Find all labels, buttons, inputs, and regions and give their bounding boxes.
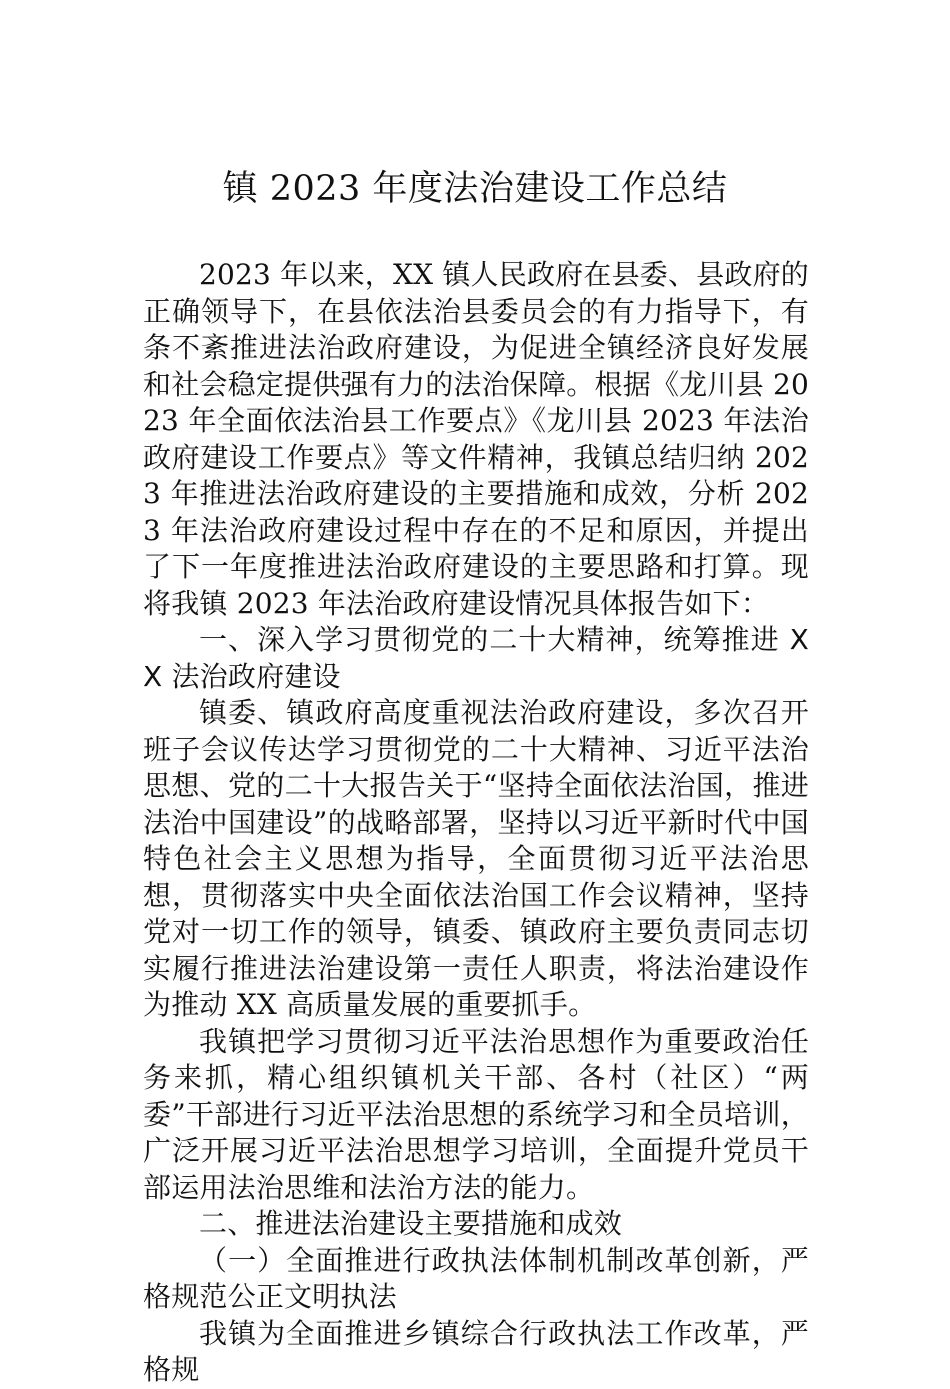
paragraph-section2-1: 我镇为全面推进乡镇综合行政执法工作改革，严格规 [143,1316,809,1386]
document-body [143,257,809,1389]
section-heading-2: 二、推进法治建设主要措施和成效 [199,1207,623,1240]
subsection-heading-2-1: （一）全面推进行政执法体制机制改革创新，严格规范公正文明执法 [143,1243,809,1313]
section-heading-1: 一、深入学习贯彻党的二十大精神，统筹推进 XX 法治政府建设 [143,623,809,693]
document-title: 镇 2023 年度法治建设工作总结 [222,169,728,209]
paragraph-section1-a: 镇委、镇政府高度重视法治政府建设，多次召开班子会议传达学习贯彻党的二十大精神、习近平法治思想、党的二十大报告关于“坚持全面依法治国，推进法治中国建设”的战略部署，坚持以习近平新时代中国特色社会主义思想为指导，全面贯彻习近平法治思想，贯彻落实中央全面依法治国工作会议精神，坚持党对一切工作的领导，镇委、镇政府主要负责同志切实履行推进法治建设第一责任人职责，将法治建设作为推动 XX 高质量发展的重要抓手。 [143,696,809,1021]
paragraph-intro: 2023 年以来，XX 镇人民政府在县委、县政府的正确领导下，在县依法治县委员会的有力指导下，有条不紊推进法治政府建设，为促进全镇经济良好发展和社会稳定提供强有力的法治保障。根据《龙川县 2023 年全面依法治县工作要点》《龙川县 2023 年法治政府建设工作要点》等文件精神，我镇总结归纳 2023 年推进法治政府建设的主要措施和成效，分析 2023 年法治政府建设过程中存在的不足和原因，并提出了下一年度推进法治政府建设的主要思路和打算。现将我镇 2023 年法治政府建设情况具体报告如下： [143,258,809,620]
paragraph-section1-b: 我镇把学习贯彻习近平法治思想作为重要政治任务来抓，精心组织镇机关干部、各村（社区）“两委”干部进行习近平法治思想的系统学习和全员培训，广泛开展习近平法治思想学习培训，全面提升党员干部运用法治思维和法治方法的能力。 [143,1024,809,1204]
